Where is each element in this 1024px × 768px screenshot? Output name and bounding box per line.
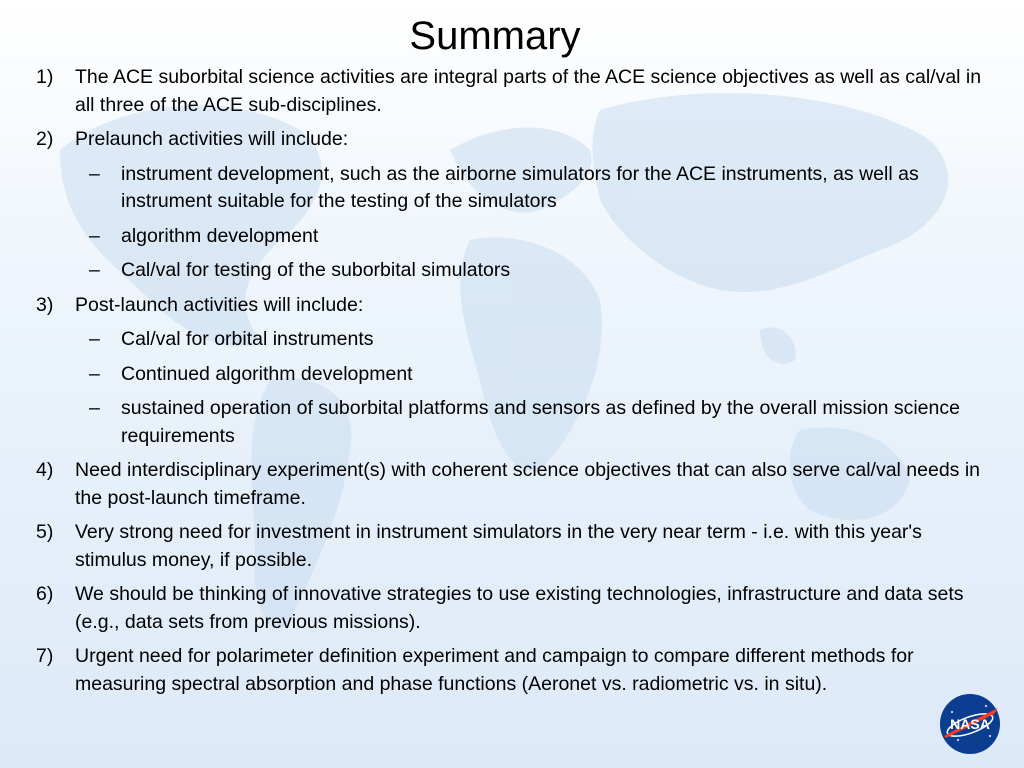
list-text: Prelaunch activities will include: xyxy=(75,128,349,150)
list-text: Very strong need for investment in instrument simulators in the very near term - i.e. with this year's stimulus money, if possible. xyxy=(75,521,922,571)
sub-text: Continued algorithm development xyxy=(121,362,413,385)
sub-item xyxy=(75,223,982,251)
list-number: 1) xyxy=(36,66,54,88)
list-number: 4) xyxy=(36,459,54,481)
sub-item xyxy=(75,326,982,354)
sub-text: Cal/val for testing of the suborbital simulators xyxy=(121,259,511,281)
list-item-1 xyxy=(32,64,982,119)
list-item-7 xyxy=(32,643,982,698)
list-number: 2) xyxy=(36,128,54,150)
list-item-4 xyxy=(32,457,982,512)
sub-item xyxy=(75,395,982,450)
list-text: Post-launch activities will include: xyxy=(75,293,364,316)
list-number: 7) xyxy=(36,645,54,667)
list-item-2 xyxy=(32,126,982,154)
nasa-logo-text: NASA xyxy=(950,716,990,732)
sub-marker: – xyxy=(89,224,100,247)
list-item-5 xyxy=(32,519,982,574)
sub-text: Cal/val for orbital instruments xyxy=(121,328,374,350)
sub-marker: – xyxy=(89,162,100,185)
sub-item xyxy=(75,257,982,285)
list-number: 5) xyxy=(36,521,54,543)
sub-item xyxy=(75,361,982,389)
list-number: 3) xyxy=(36,293,54,316)
sub-marker: – xyxy=(89,362,100,385)
slide-title: Summary xyxy=(409,14,581,58)
list-number: 6) xyxy=(36,583,54,605)
sub-marker: – xyxy=(89,328,100,350)
list-text: The ACE suborbital science activities are integral parts of the ACE science objectives as well as cal/val in all three of the ACE sub-disciplines. xyxy=(75,66,982,116)
sub-marker: – xyxy=(89,259,100,281)
sub-text: algorithm development xyxy=(121,224,319,247)
sub-item xyxy=(75,161,982,216)
summary-list xyxy=(32,64,982,705)
sub-text: instrument development, such as the airborne simulators for the ACE instruments, as well as instrument suitable for the testing of the simulators xyxy=(121,162,919,212)
list-text: Urgent need for polarimeter definition experiment and campaign to compare different methods for measuring spectral absorption and phase functions (Aeronet vs. radiometric vs. in situ). xyxy=(75,645,914,695)
list-item-3 xyxy=(32,292,982,320)
list-item-6 xyxy=(32,581,982,636)
sub-text: sustained operation of suborbital platforms and sensors as defined by the overall mission science requirements xyxy=(121,397,960,447)
nasa-logo-icon xyxy=(938,692,1002,756)
sub-marker: – xyxy=(89,397,100,419)
list-text: Need interdisciplinary experiment(s) with coherent science objectives that can also serve cal/val needs in the post-launch timeframe. xyxy=(75,459,981,509)
list-text: We should be thinking of innovative strategies to use existing technologies, infrastructure and data sets (e.g., data sets from previous missions). xyxy=(75,583,964,633)
